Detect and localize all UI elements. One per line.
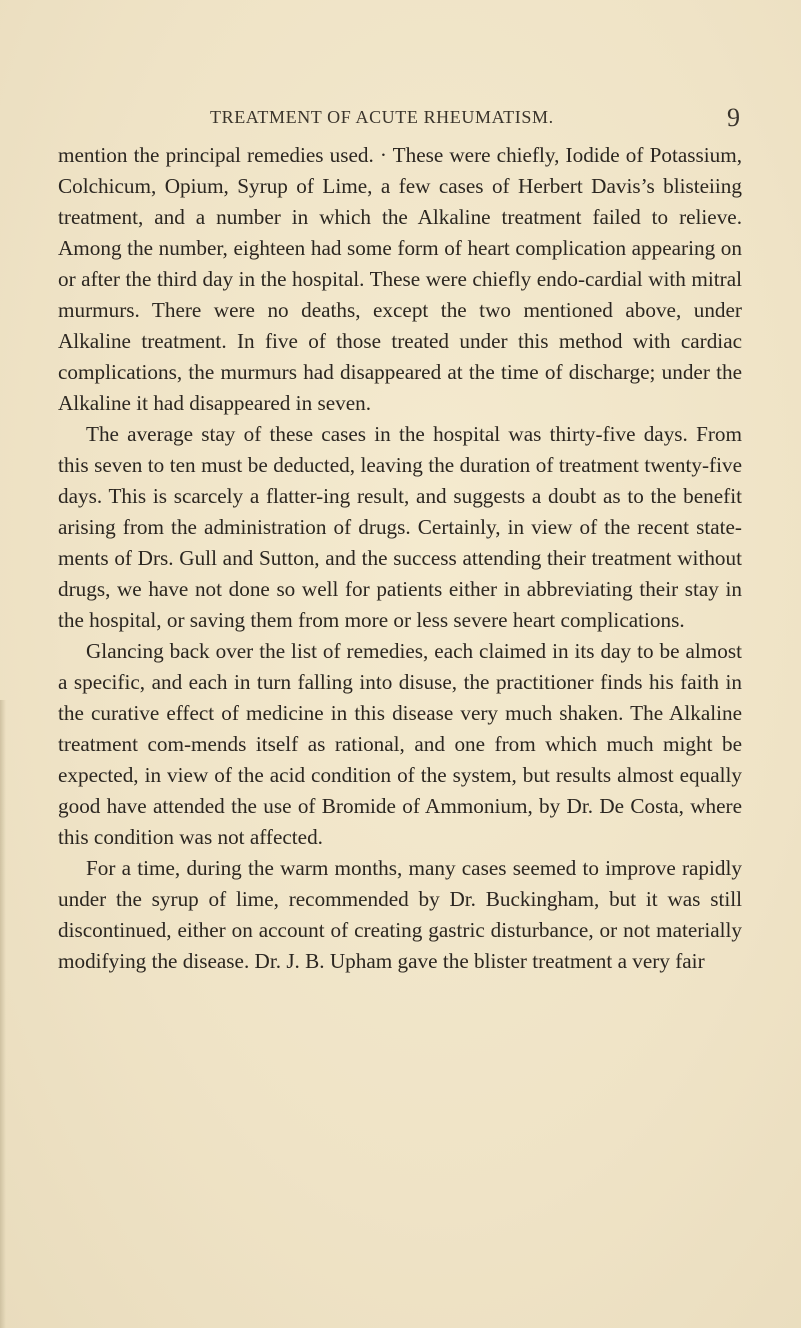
page-number: 9 xyxy=(727,103,740,132)
paragraph-4: For a time, during the warm months, many cases seemed to improve rapidly under the syrup of lime, recommended by Dr. Buckingham, but it was still discontinued, either on account of creating gastric disturbance, or not materially modifying the disease. Dr. J. B. Upham gave the blister treatment a very fair xyxy=(58,856,742,973)
running-header: TREATMENT OF ACUTE RHEUMATISM. xyxy=(210,107,554,127)
paragraph-2: The average stay of these cases in the hospital was thirty-five days. From this seven to ten must be deducted, leaving the duration of treatment twenty-five days. This is scarcely a flatter-ing result, and suggests a doubt as to the benefit arising from the administration of drugs. Certainly, in view of the recent state-ments of Drs. Gull and Sutton, and the success attending their treatment without drugs, we have not done so well for patients either in abbreviating their stay in the hospital, or saving them from more or less severe heart complications. xyxy=(58,422,742,632)
paragraph-1: mention the principal remedies used. · These were chiefly, Iodide of Potassium, Colchicum, Opium, Syrup of Lime, a few cases of Herbert Davis’s blisteiing treatment, and a number in which the Alkaline treatment failed to relieve. Among the number, eighteen had some form of heart complication appearing on or after the third day in the hospital. These were chiefly endo-cardial with mitral murmurs. There were no deaths, except the two mentioned above, under Alkaline treatment. In five of those treated under this method with cardiac complications, the murmurs had disappeared at the time of discharge; under the Alkaline it had disappeared in seven. xyxy=(58,143,742,415)
page-edge-shadow xyxy=(0,700,6,1328)
paragraph-3: Glancing back over the list of remedies, each claimed in its day to be almost a specific, and each in turn falling into disuse, the practitioner finds his faith in the curative effect of medicine in this disease very much shaken. The Alkaline treatment com-mends itself as rational, and one from which much might be expected, in view of the acid condition of the system, but results almost equally good have attended the use of Bromide of Ammonium, by Dr. De Costa, where this condition was not affected. xyxy=(58,639,742,849)
body-text xyxy=(58,140,742,977)
